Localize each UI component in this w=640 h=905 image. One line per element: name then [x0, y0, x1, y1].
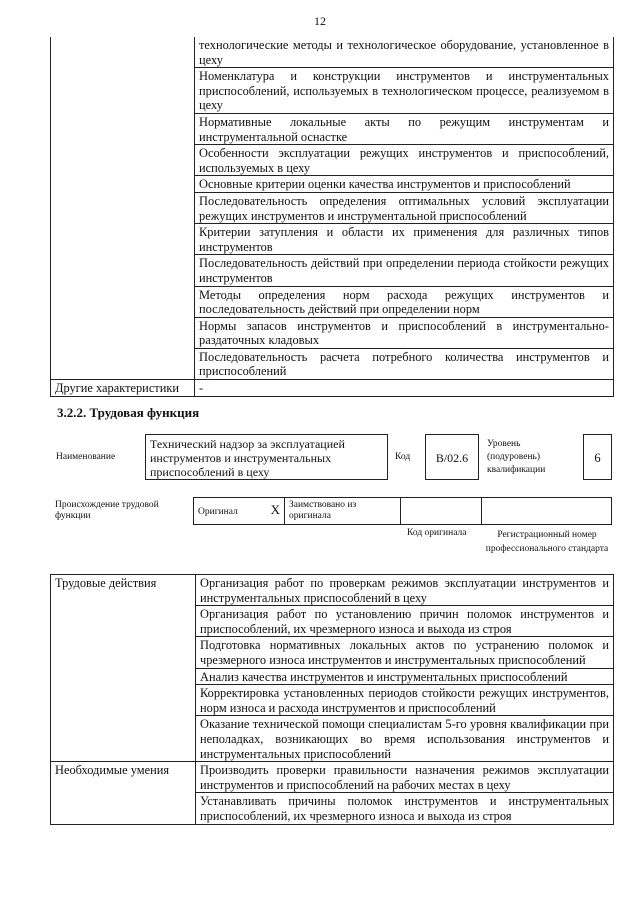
- row-text: Последовательность определения оптимальных условий эксплуатации режущих инструментов и инструментальной приспособлений: [195, 192, 614, 223]
- row-text: Особенности эксплуатации режущих инструментов и приспособлений, используемых в цеху: [195, 145, 614, 176]
- group-item: Корректировка установленных периодов стойкости режущих инструментов, норм износа и расхода инструментов и приспособлений: [196, 685, 614, 716]
- borrowed-cell: Заимствовано из оригинала: [284, 497, 401, 525]
- section-title: 3.2.2. Трудовая функция: [57, 405, 200, 420]
- row-text: Критерии затупления и области их применения для различных типов инструментов: [195, 224, 614, 255]
- function-name-value: Технический надзор за эксплуатацией инструментов и инструментальных приспособлений в цеху: [145, 434, 388, 480]
- original-label: Оригинал: [198, 507, 238, 517]
- row-text: Нормативные локальные акты по режущим инструментам и инструментальной оснастке: [195, 113, 614, 144]
- original-code-cell: [400, 497, 482, 525]
- row-text: -: [195, 380, 614, 397]
- row-text: Нормы запасов инструментов и приспособлений в инструментально-раздаточных кладовых: [195, 317, 614, 348]
- group-item: Анализ качества инструментов и инструментальных приспособлений: [196, 668, 614, 685]
- name-label: Наименование: [56, 452, 116, 462]
- group-item: Устанавливать причины поломок инструментов и инструментальных приспособлений, их чрезмерного износа и выхода из строя: [196, 793, 614, 824]
- origin-label: Происхождение трудовой функции: [55, 500, 159, 521]
- table-row: [51, 37, 614, 68]
- group-label: Трудовые действия: [51, 575, 196, 762]
- table-row: [51, 380, 614, 397]
- row-label: Другие характеристики: [51, 380, 195, 397]
- actions-table: [50, 574, 614, 825]
- row-text: технологические методы и технологическое оборудование, установленное в цеху: [195, 37, 614, 68]
- row-text: Номенклатура и конструкции инструментов и инструментальных приспособлений, используемых в технологическом процессе, реализуемом в цеху: [195, 68, 614, 114]
- group-item: Организация работ по проверкам режимов эксплуатации инструментов и инструментальных приспособлений в цеху: [196, 575, 614, 606]
- code-caption: Код оригинала: [407, 528, 467, 538]
- level-value: 6: [583, 434, 612, 480]
- code-label: Код: [395, 452, 411, 462]
- row-text: Основные критерии оценки качества инструментов и приспособлений: [195, 176, 614, 193]
- table-row: [51, 762, 614, 793]
- reg-caption: Регистрационный номер профессионального стандарта: [485, 530, 609, 554]
- row-text: Последовательность расчета потребного количества инструментов и приспособлений: [195, 348, 614, 379]
- group-label: Необходимые умения: [51, 762, 196, 824]
- original-mark: X: [270, 502, 280, 517]
- group-item: Производить проверки правильности назначения режимов эксплуатации инструментов и приспособлений на рабочих местах в цеху: [196, 762, 614, 793]
- row-text: Методы определения норм расхода режущих инструментов и последовательность действий при определении норм: [195, 286, 614, 317]
- function-code-value: B/02.6: [425, 434, 479, 480]
- group-item: Подготовка нормативных локальных актов по устранению поломок и чрезмерного износа инструментов и инструментальных приспособлений: [196, 637, 614, 668]
- row-text: Последовательность действий при определении периода стойкости режущих инструментов: [195, 255, 614, 286]
- original-cell: [193, 497, 285, 525]
- group-item: Организация работ по установлению причин поломок инструментов и приспособлений, их чрезмерного износа и выхода из строя: [196, 606, 614, 637]
- row-label: [51, 37, 195, 380]
- table-row: [51, 575, 614, 606]
- level-label: Уровень (подуровень) квалификации: [487, 439, 546, 475]
- group-item: Оказание технической помощи специалистам 5-го уровня квалификации при неполадках, возникающих во время использования инструментов и инструментальных приспособлений: [196, 716, 614, 762]
- reg-number-cell: [481, 497, 612, 525]
- knowledge-table: [50, 37, 614, 397]
- page-number: 12: [314, 14, 326, 28]
